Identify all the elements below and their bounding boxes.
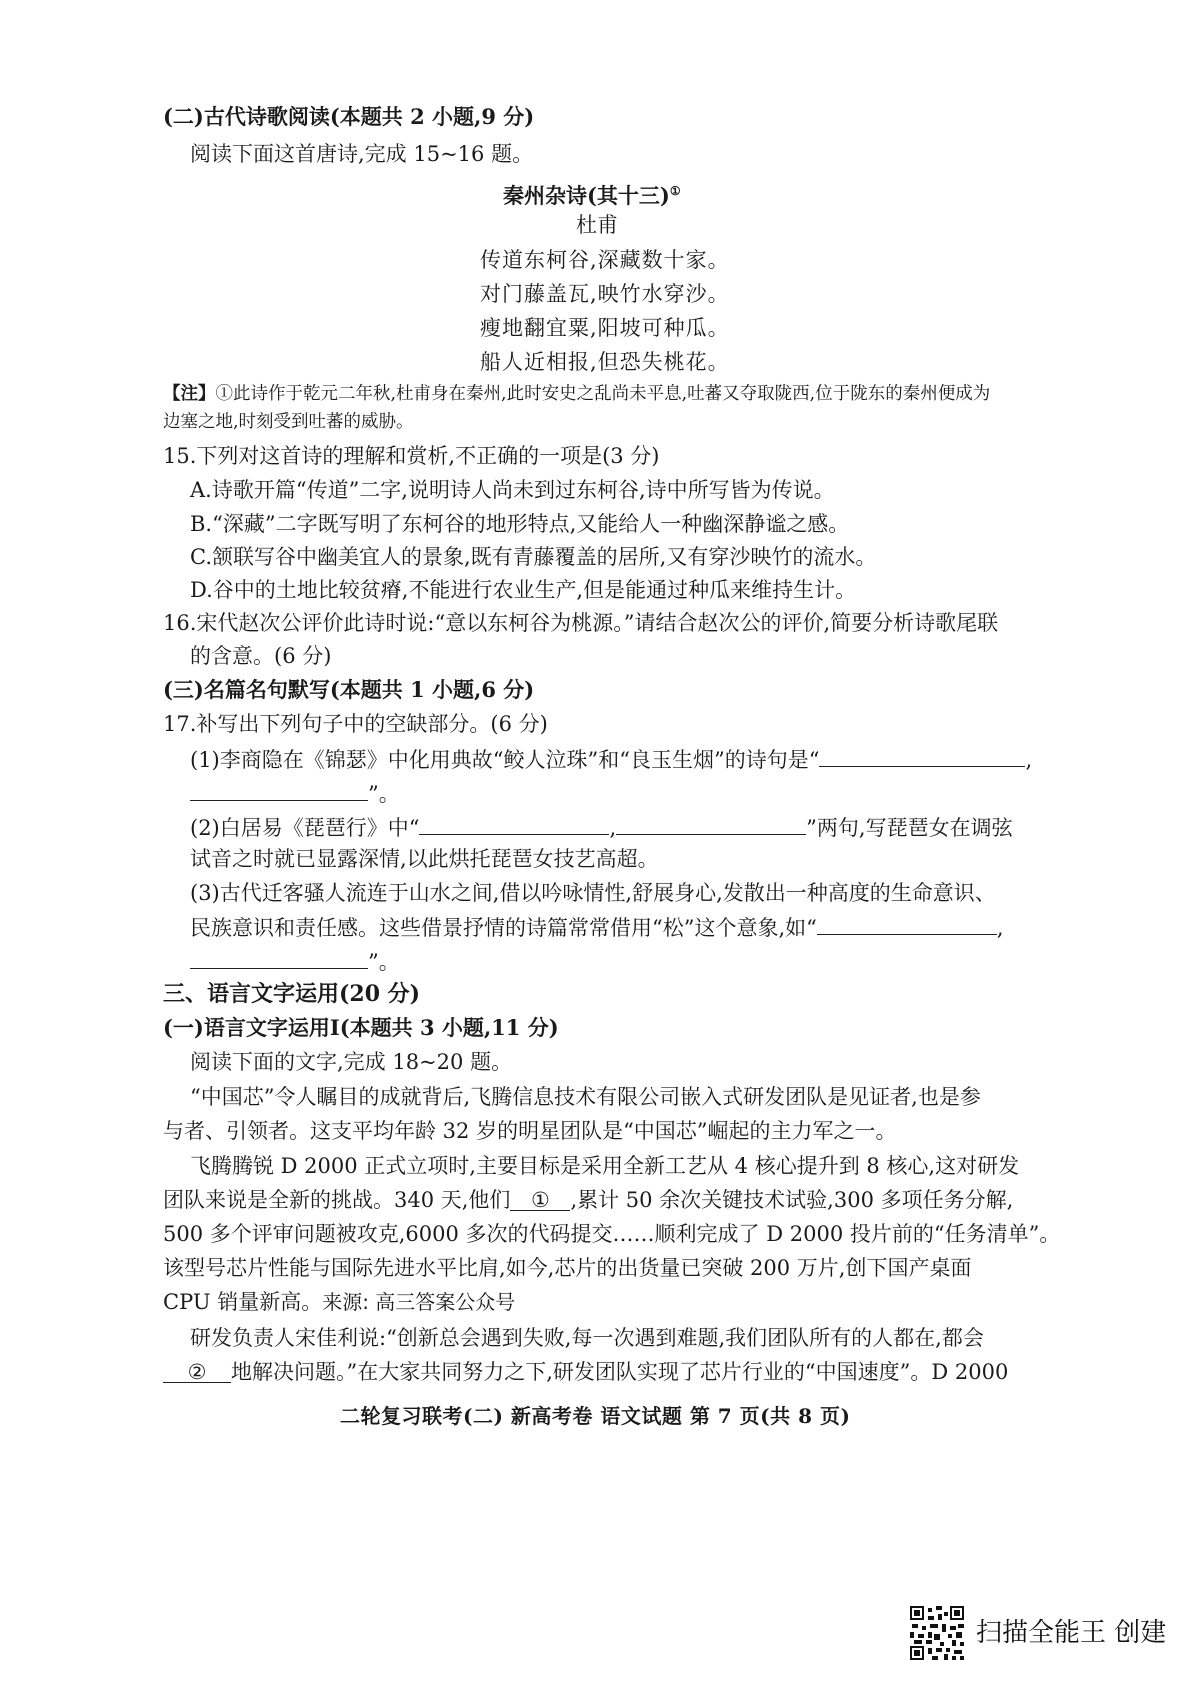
footnote-marker: ① [669,184,681,198]
question-17-part-1: (1)李商隐在《锦瑟》中化用典故“鲛人泣珠”和“良玉生烟”的诗句是“ , [190,744,1032,774]
question-15-stem: 15.下列对这首诗的理解和赏析,不正确的一项是(3 分) [163,444,660,468]
poem-line: 船人近相报,但恐失桃花。 [480,350,730,374]
passage-line: “中国芯”令人瞩目的成就背后,飞腾信息技术有限公司嵌入式研发团队是见证者,也是参 [190,1085,981,1109]
question-17-part-1: ”。 [190,778,400,808]
passage-line: ② 地解决问题。”在大家共同努力之下,研发团队实现了芯片行业的“中国速度”。D 2000 [163,1358,1008,1386]
question-17-part-2: (2)白居易《琵琶行》中“ , ”两句,写琵琶女在调弦 [190,812,1013,842]
passage-line: CPU 销量新高。来源: 高三答案公众号 [163,1290,516,1314]
option-c: C.颔联写谷中幽美宜人的景象,既有青藤覆盖的居所,又有穿沙映竹的流水。 [190,545,877,569]
scanner-watermark: 扫描全能王 创建 [976,1618,1167,1648]
answer-blank[interactable] [419,812,609,835]
part-heading-language: 三、语言文字运用(20 分) [163,981,421,1007]
section-heading-dictation: (三)名篇名句默写(本题共 1 小题,6 分) [163,677,535,702]
poem-line: 瘦地翻宜粟,阳坡可种瓜。 [480,316,730,340]
answer-blank[interactable] [190,778,368,801]
answer-blank[interactable] [817,912,997,935]
section-intro: 阅读下面的文字,完成 18~20 题。 [190,1050,513,1074]
answer-blank[interactable] [190,946,368,969]
source-note: 来源: 高三答案公众号 [322,1290,516,1314]
passage-line: 研发负责人宋佳利说:“创新总会遇到失败,每一次遇到难题,我们团队所有的人都在,都会 [190,1326,984,1350]
poem-title: 秦州杂诗(其十三)① [503,183,681,208]
section-intro: 阅读下面这首唐诗,完成 15~16 题。 [190,142,534,166]
blank-2[interactable]: ② [163,1358,231,1383]
page-footer: 二轮复习联考(二) 新高考卷 语文试题 第 7 页(共 8 页) [340,1404,851,1428]
footnote-line: 边塞之地,时刻受到吐蕃的威胁。 [163,412,414,432]
question-16-stem: 的含意。(6 分) [190,644,332,668]
question-17-stem: 17.补写出下列句子中的空缺部分。(6 分) [163,712,548,736]
passage-line: 该型号芯片性能与国际先进水平比肩,如今,芯片的出货量已突破 200 万片,创下国产桌面 [163,1256,972,1280]
question-17-part-3: ”。 [190,946,400,976]
question-17-part-3: (3)古代迁客骚人流连于山水之间,借以吟咏情性,舒展身心,发散出一种高度的生命意识、 [190,881,996,905]
option-a: A.诗歌开篇“传道”二字,说明诗人尚未到过东柯谷,诗中所写皆为传说。 [190,478,835,502]
passage-line: 500 多个评审问题被攻克,6000 多次的代码提交……顺利完成了 D 2000 投片前的“任务清单”。 [163,1222,1061,1246]
poem-line: 传道东柯谷,深藏数十家。 [480,248,730,272]
passage-line: 飞腾腾锐 D 2000 正式立项时,主要目标是采用全新工艺从 4 核心提升到 8 核心,这对研发 [190,1154,1020,1178]
passage-line: 与者、引领者。这支平均年龄 32 岁的明星团队是“中国芯”崛起的主力军之一。 [163,1119,897,1143]
option-d: D.谷中的土地比较贫瘠,不能进行农业生产,但是能通过种瓜来维持生计。 [190,578,857,602]
footnote-line: 【注】①此诗作于乾元二年秋,杜甫身在秦州,此时安史之乱尚未平息,吐蕃又夺取陇西,位于陇东的秦州便成为 [163,384,991,404]
qr-code-icon [908,1604,966,1662]
poem-line: 对门藤盖瓦,映竹水穿沙。 [480,282,730,306]
question-17-part-2: 试音之时就已显露深情,以此烘托琵琶女技艺高超。 [190,847,659,871]
blank-1[interactable]: ① [510,1186,570,1211]
footnote-label: 【注】 [163,384,216,404]
question-16-stem: 16.宋代赵次公评价此诗时说:“意以东柯谷为桃源。”请结合赵次公的评价,简要分析诗歌尾联 [163,611,999,635]
poem-author: 杜甫 [576,213,618,237]
answer-blank[interactable] [616,812,806,835]
section-heading-language-1: (一)语言文字运用Ⅰ(本题共 3 小题,11 分) [163,1015,559,1040]
passage-line: 团队来说是全新的挑战。340 天,他们 ① ,累计 50 余次关键技术试验,300 多项任务分解, [163,1188,1014,1212]
answer-blank[interactable] [819,744,1025,767]
question-17-part-3: 民族意识和责任感。这些借景抒情的诗篇常常借用“松”这个意象,如“ , [190,912,1004,942]
option-b: B.“深藏”二字既写明了东柯谷的地形特点,又能给人一种幽深静谧之感。 [190,512,850,536]
section-heading-poetry: (二)古代诗歌阅读(本题共 2 小题,9 分) [163,104,535,129]
